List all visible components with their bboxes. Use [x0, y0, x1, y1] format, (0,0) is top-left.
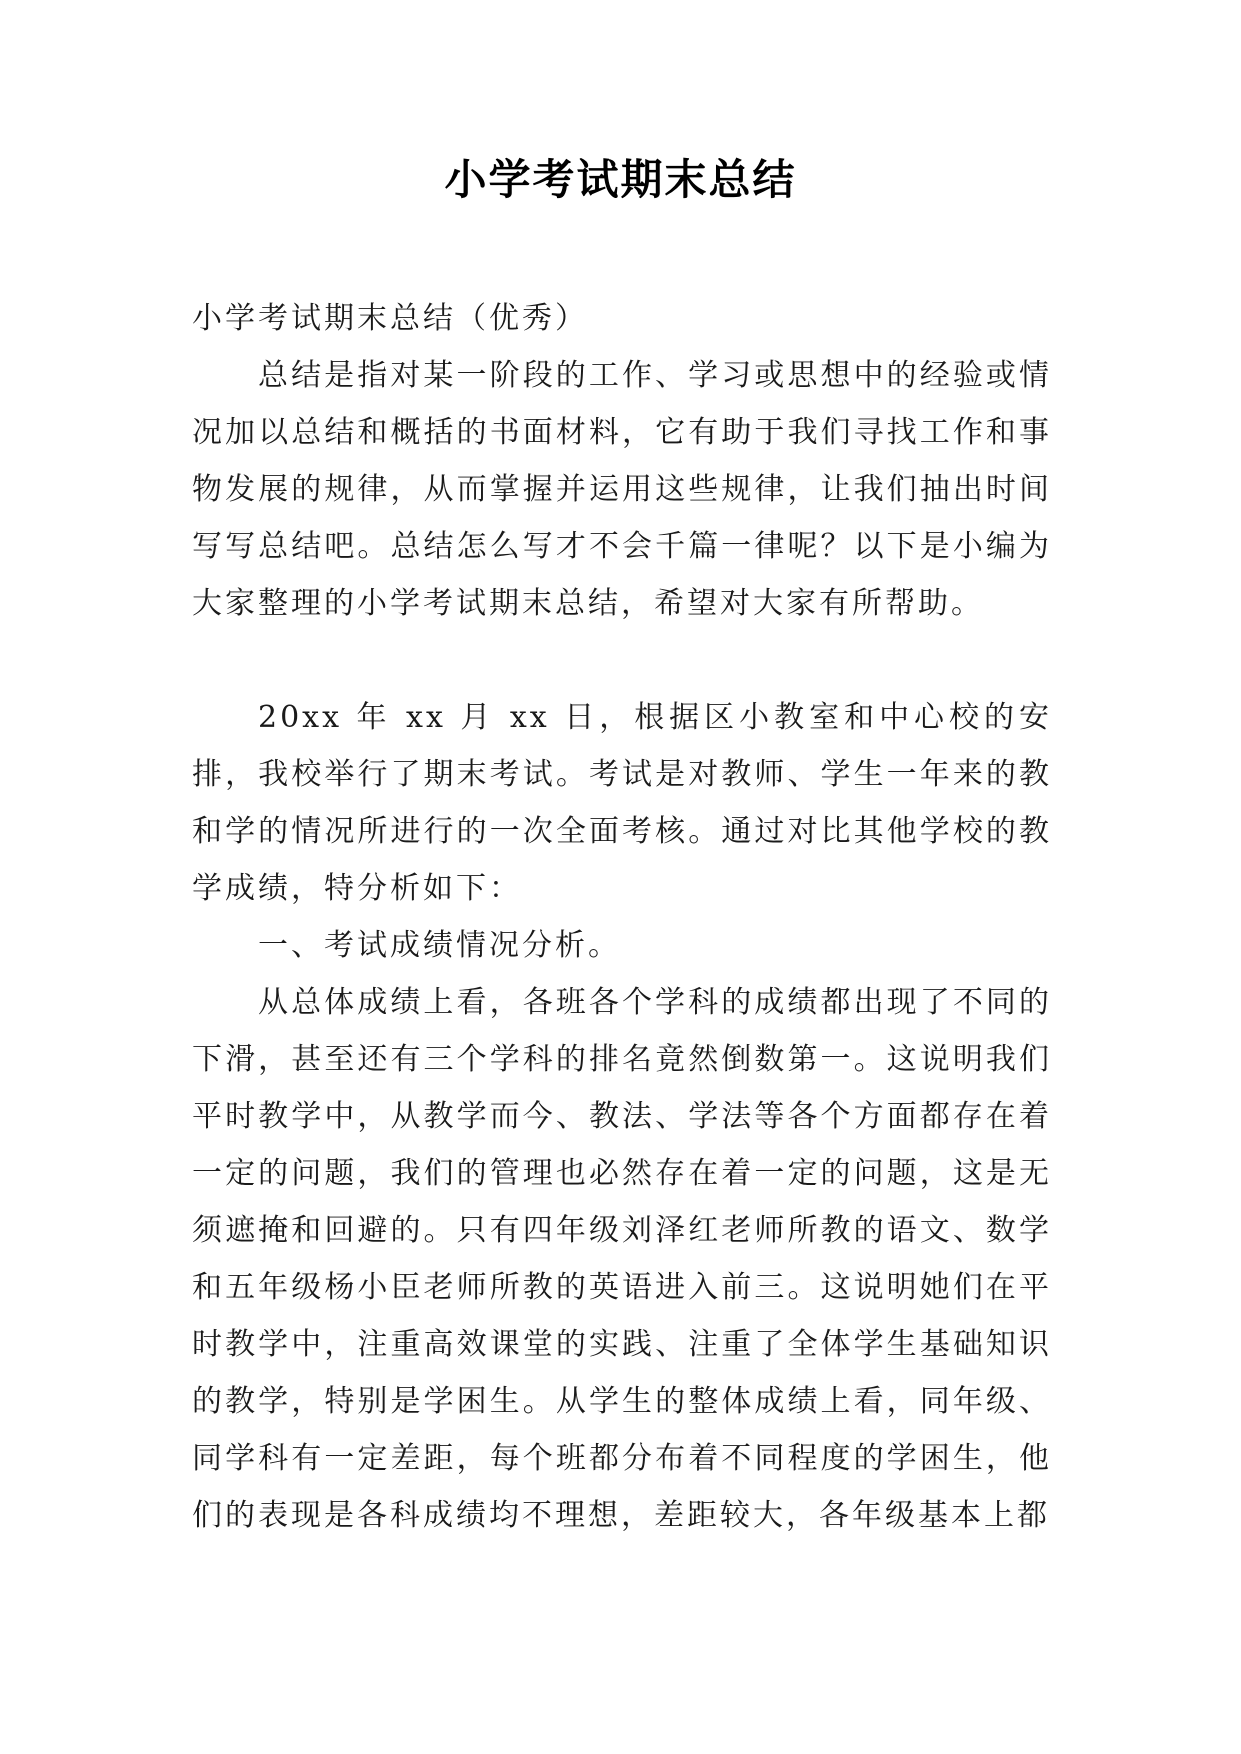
paragraph-spacer — [192, 632, 1052, 689]
document-subtitle: 小学考试期末总结（优秀） — [192, 301, 588, 336]
paragraph-score-analysis: 从总体成绩上看，各班各个学科的成绩都出现了不同的下滑，甚至还有三个学科的排名竟然倒数第一。这说明我们平时教学中，从教学而今、教法、学法等各个方面都存在着一定的问题，我们的管理也必然存在着一定的问题，这是无须遮掩和回避的。只有四年级刘泽红老师所教的语文、数学和五年级杨小臣老师所教的英语进入前三。这说明她们在平时教学中，注重高效课堂的实践、注重了全体学生基础知识的教学，特别是学困生。从学生的整体成绩上看，同年级、同学科有一定差距，每个班都分布着不同程度的学困生，他们的表现是各科成绩均不理想，差距较大，各年级基本上都 — [192, 985, 1052, 1533]
document-title: 小学考试期末总结 — [444, 155, 797, 204]
paragraph-exam-overview: 20xx 年 xx 月 xx 日，根据区小教室和中心校的安排，我校举行了期末考试。考试是对教师、学生一年来的教和学的情况所进行的一次全面考核。通过对比其他学校的教学成绩，特分析如下： — [192, 700, 1052, 906]
paragraph-intro: 总结是指对某一阶段的工作、学习或思想中的经验或情况加以总结和概括的书面材料，它有助于我们寻找工作和事物发展的规律，从而掌握并运用这些规律，让我们抽出时间写写总结吧。总结怎么写才不会千篇一律呢？以下是小编为大家整理的小学考试期末总结，希望对大家有所帮助。 — [192, 358, 1052, 621]
section-heading-score-analysis: 一、考试成绩情况分析。 — [258, 928, 621, 963]
document-body — [192, 290, 1052, 1544]
